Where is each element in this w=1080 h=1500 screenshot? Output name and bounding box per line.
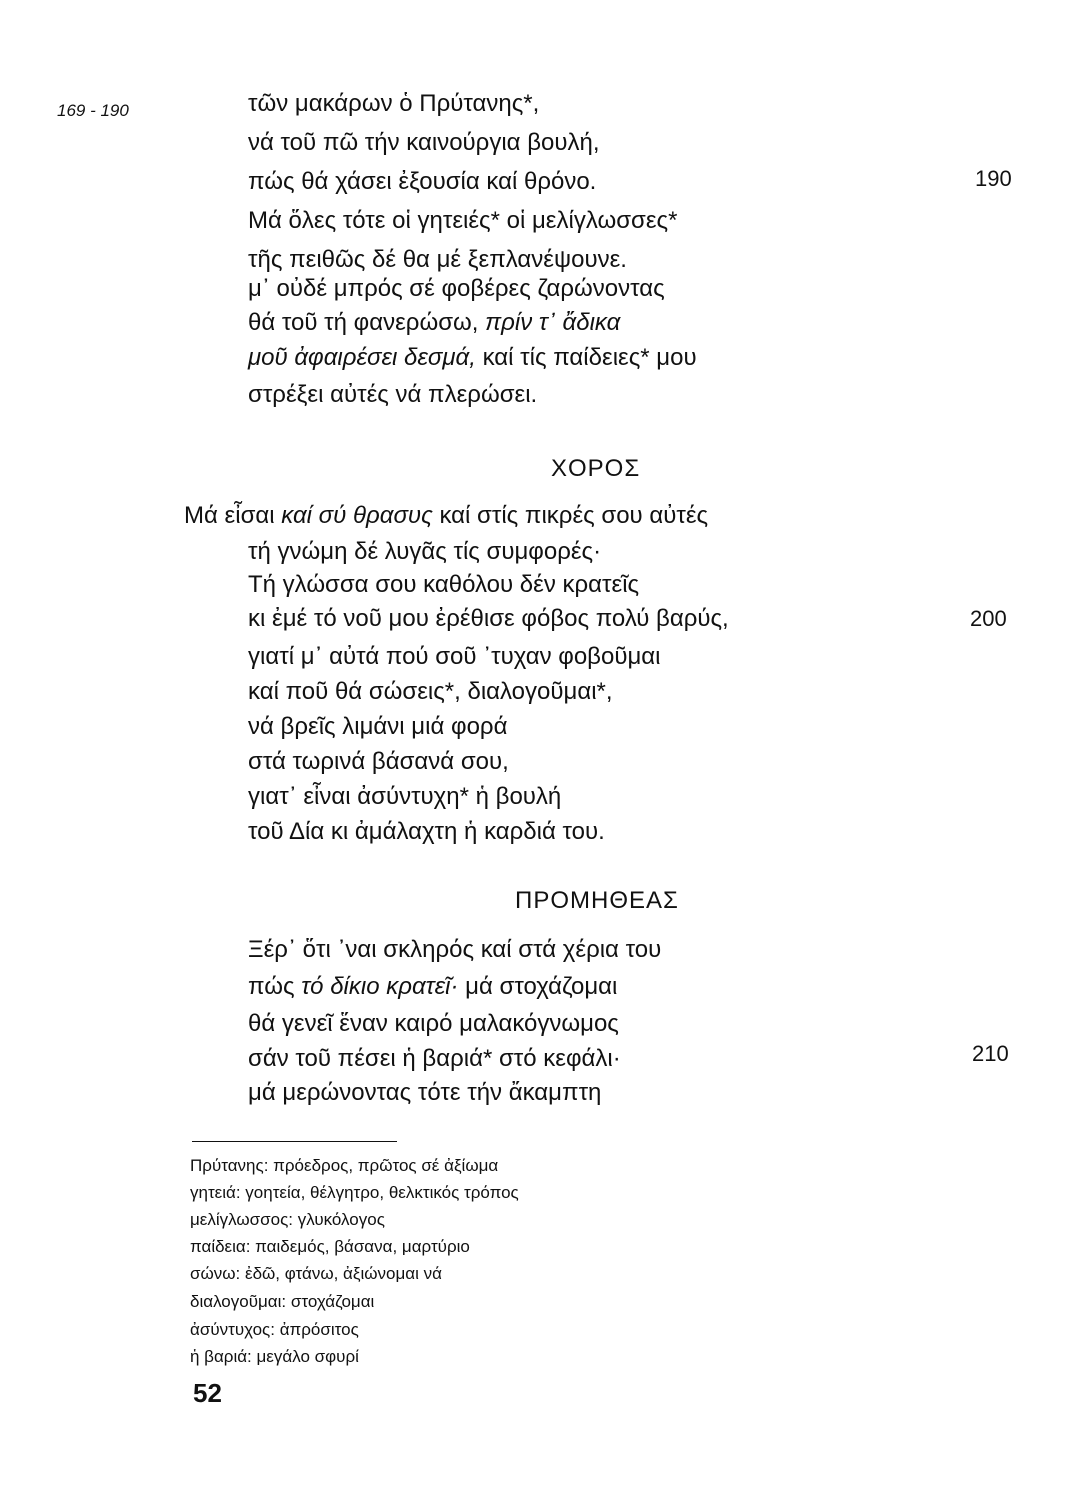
verse-line: μ᾽ οὐδέ μπρός σέ φοβέρες ζαρώνοντας [248, 275, 665, 302]
verse-line: νά τοῦ πῶ τήν καινούργια βουλή, [248, 129, 600, 156]
verse-line: γιατ᾽ εἶναι ἀσύντυχη* ἡ βουλή [248, 783, 562, 810]
verse-line: θά γενεῖ ἕναν καιρό μαλακόγνωμος [248, 1010, 619, 1037]
verse-line: σάν τοῦ πέσει ἡ βαριά* στό κεφάλι· [248, 1045, 621, 1072]
footnote-rule [192, 1141, 397, 1142]
verse-line: Ξέρ᾽ ὅτι ᾽ναι σκληρός καί στά χέρια του [248, 936, 662, 963]
speaker-heading-chorus: ΧΟΡΟΣ [551, 455, 641, 482]
glossary-entry: μελίγλωσσος: γλυκόλογος [190, 1210, 385, 1229]
verse-line: τή γνώμη δέ λυγᾶς τίς συμφορές· [248, 538, 602, 565]
verse-line: Τή γλώσσα σου καθόλου δέν κρατεῖς [248, 571, 640, 598]
glossary-entry: διαλογοῦμαι: στοχάζομαι [190, 1292, 375, 1311]
verse-line: νά βρεῖς λιμάνι μιά φορά [248, 713, 508, 740]
verse-line: θά τοῦ τή φανερώσω, πρίν τ᾽ ἄδικα [248, 309, 621, 336]
verse-line: πώς θά χάσει ἐξουσία καί θρόνο. [248, 168, 597, 195]
verse-line: στά τωρινά βάσανά σου, [248, 748, 509, 775]
verse-line: γιατί μ᾽ αὐτά πού σοῦ ᾽τυχαν φοβοῦμαι [248, 643, 661, 670]
verse-line: τοῦ Δία κι ἀμάλαχτη ἡ καρδιά του. [248, 818, 605, 845]
verse-line: καί ποῦ θά σώσεις*, διαλογοῦμαι*, [248, 678, 613, 705]
glossary-entry: ἡ βαριά: μεγάλο σφυρί [190, 1347, 359, 1366]
verse-line: μοῦ ἀφαιρέσει δεσμά, καί τίς παίδειες* μου [248, 344, 697, 371]
line-number: 210 [972, 1041, 1009, 1066]
verse-line: τῆς πειθῶς δέ θα μέ ξεπλανέψουνε. [248, 246, 627, 273]
verse-line: τῶν μακάρων ὁ Πρύτανης*, [248, 90, 540, 117]
verse-line: στρέξει αὐτές νά πλερώσει. [248, 381, 538, 408]
glossary-entry: γητειά: γοητεία, θέλγητρο, θελκτικός τρόπος [190, 1183, 519, 1202]
verse-line: μά μερώνοντας τότε τήν ἄκαμπτη [248, 1079, 602, 1106]
speaker-heading-prometheus: ΠΡΟΜΗΘΕΑΣ [515, 887, 679, 914]
verse-line: πώς τό δίκιο κρατεῖ· μά στοχάζομαι [248, 973, 618, 1000]
glossary-entry: σώνω: ἐδῶ, φτάνω, ἀξιώνομαι νά [190, 1264, 442, 1283]
glossary-entry: παίδεια: παιδεμός, βάσανα, μαρτύριο [190, 1237, 470, 1256]
verse-line: Μά ὅλες τότε οἱ γητειές* οἱ μελίγλωσσες* [248, 207, 678, 234]
glossary-entry: Πρύτανης: πρόεδρος, πρῶτος σέ ἀξίωμα [190, 1156, 499, 1175]
line-number: 190 [975, 166, 1012, 191]
verse-line: κι ἐμέ τό νοῦ μου ἐρέθισε φόβος πολύ βαρύς, [248, 605, 729, 632]
line-range-label: 169 - 190 [57, 101, 129, 120]
verse-line: Μά εἶσαι καί σύ θρασυς καί στίς πικρές σου αὐτές [184, 502, 709, 529]
page-number: 52 [193, 1378, 222, 1408]
glossary-entry: ἀσύντυχος: ἀπρόσιτος [190, 1320, 359, 1339]
line-number: 200 [970, 606, 1007, 631]
